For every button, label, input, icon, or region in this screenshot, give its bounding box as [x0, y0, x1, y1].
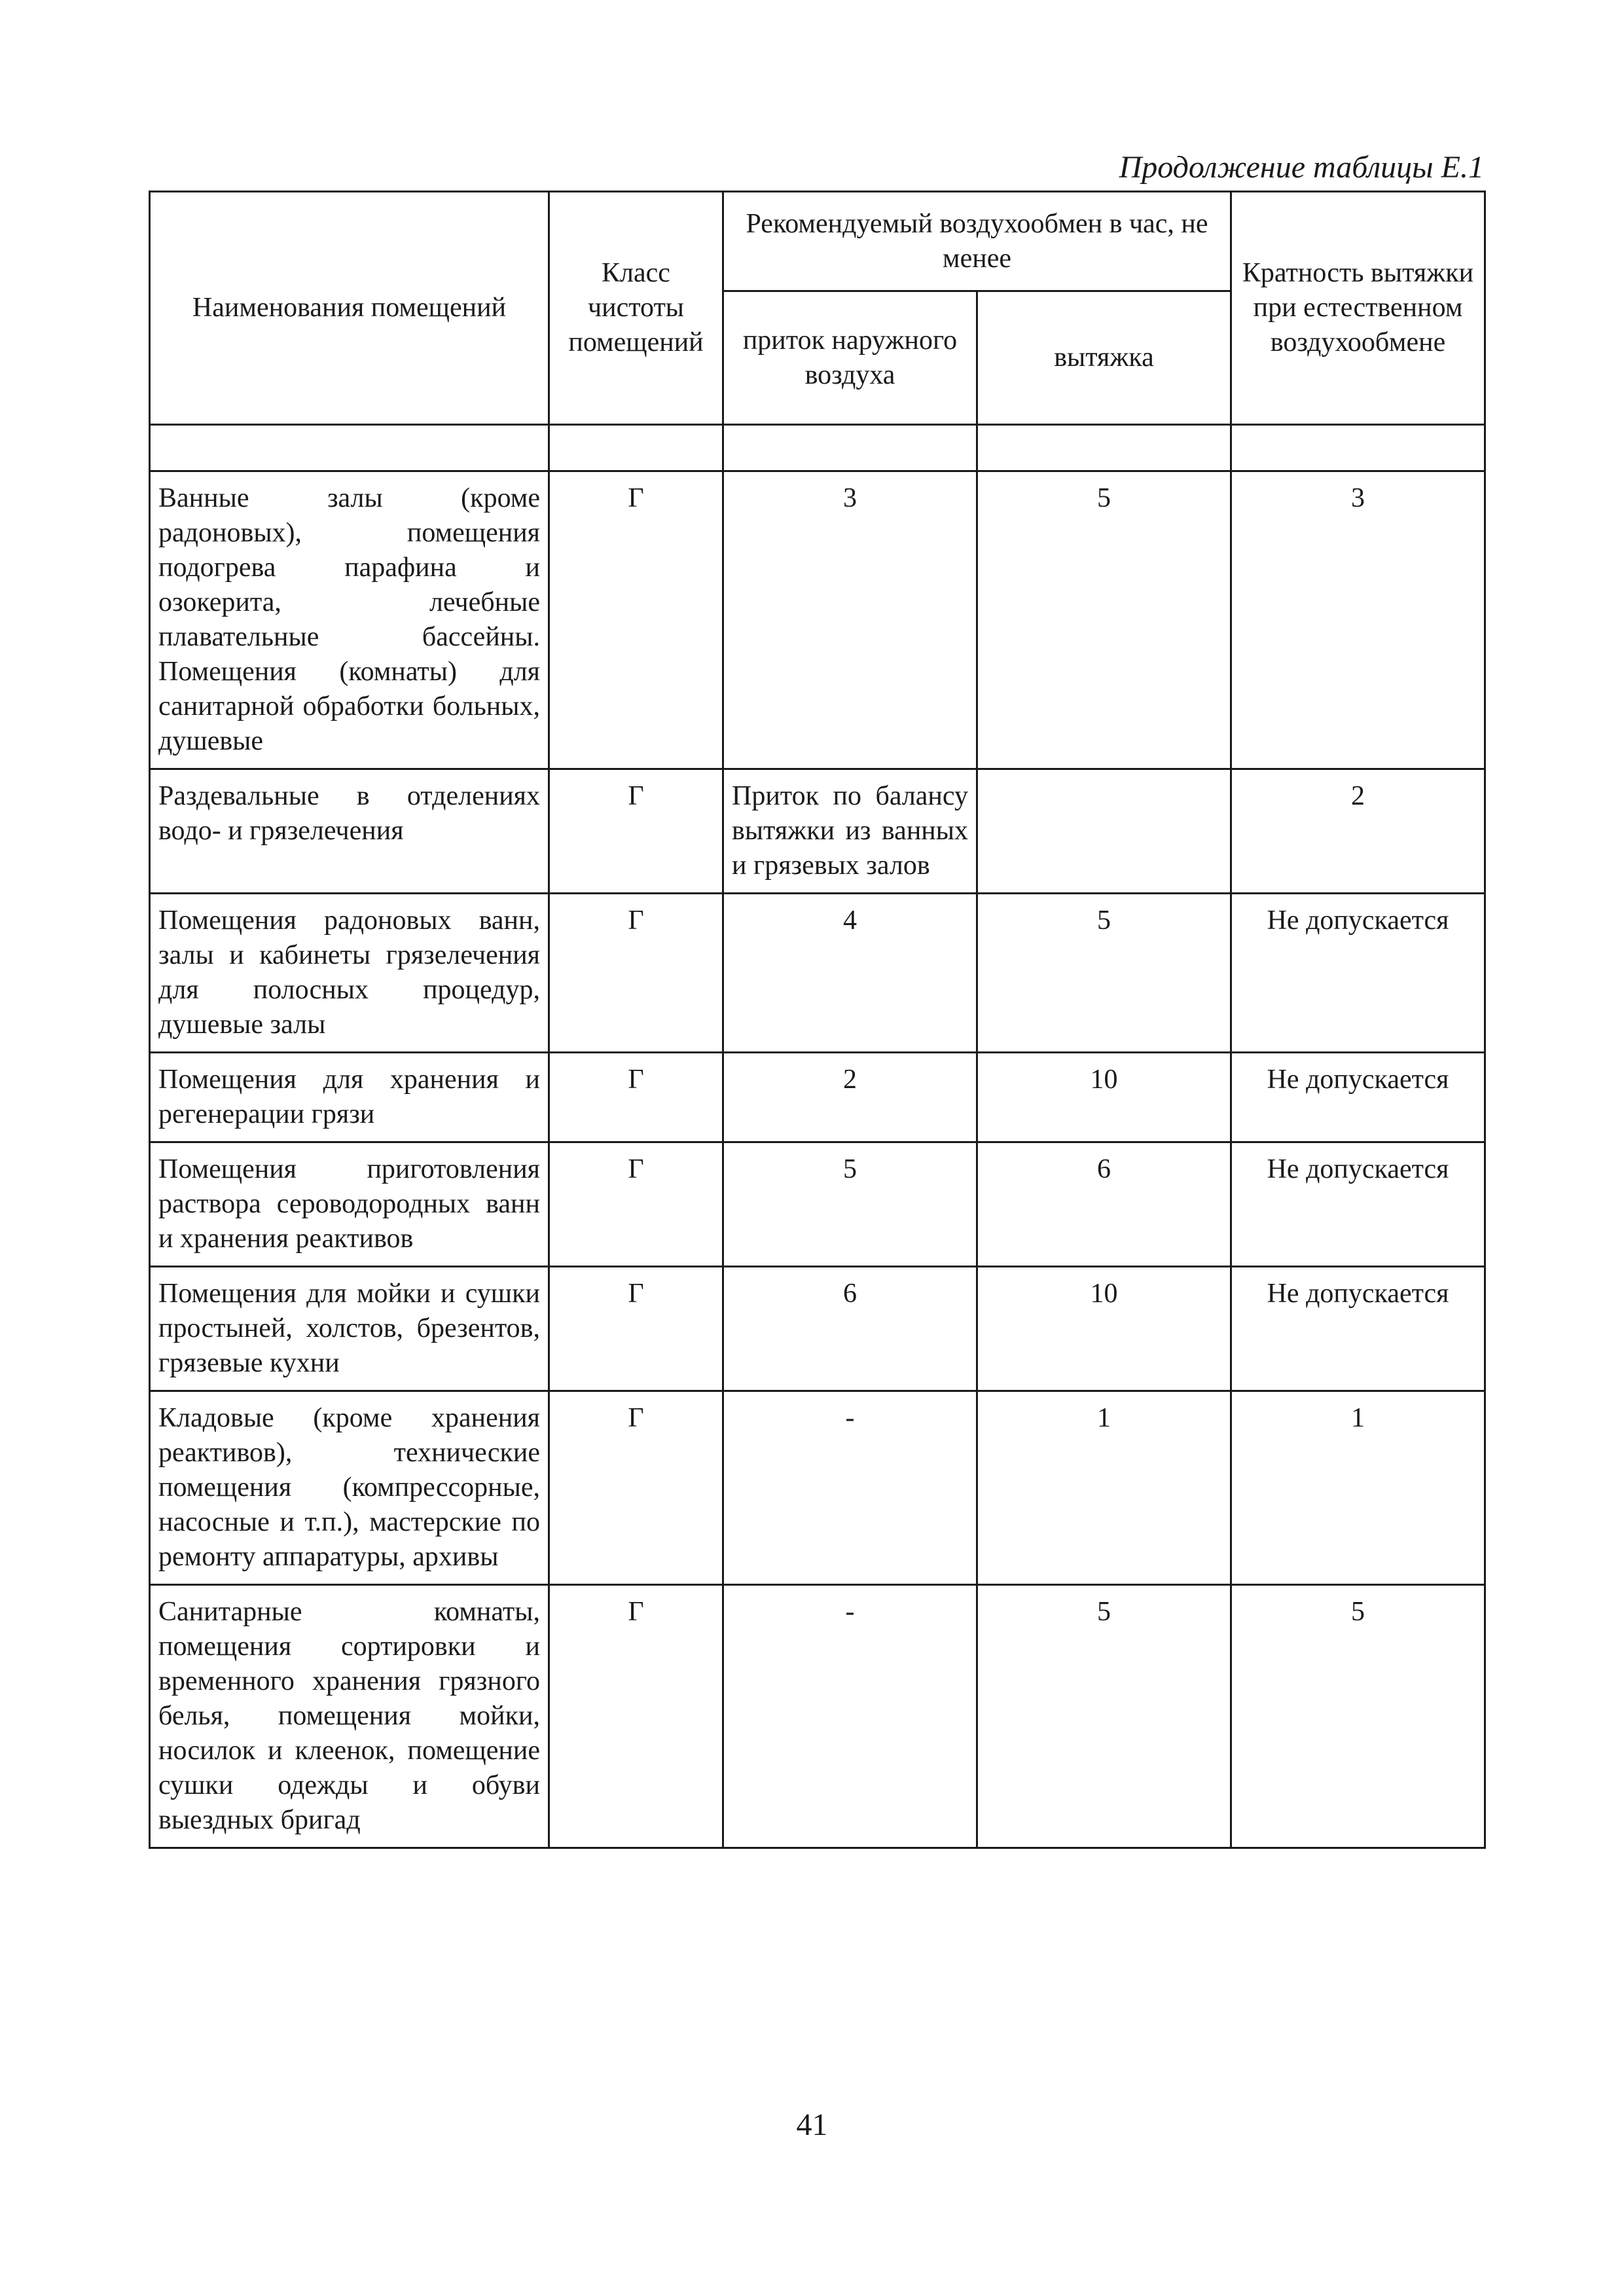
natural-exhaust-value: Не допускается [1231, 1267, 1485, 1391]
table-caption: Продолжение таблицы Е.1 [1119, 150, 1484, 185]
header-room-name: Наименования помещений [150, 192, 549, 425]
room-name: Кладовые (кроме хранения реактивов), технические помещения (компрессорные, насосные и т.п.), мастерские по ремонту аппаратуры, архивы [150, 1391, 549, 1585]
room-name: Помещения радоновых ванн, залы и кабинеты грязелечения для полосных процедур, душевые залы [150, 894, 549, 1053]
exhaust-value: 5 [977, 894, 1231, 1053]
table-row [150, 1142, 1485, 1267]
natural-exhaust-value: 3 [1231, 471, 1485, 769]
cleanliness-class: Г [549, 894, 723, 1053]
header-cleanliness-class: Класс чистоты помещений [549, 192, 723, 425]
header-spacer-row [150, 425, 1485, 471]
cleanliness-class: Г [549, 471, 723, 769]
exhaust-value [977, 769, 1231, 894]
table-row [150, 894, 1485, 1053]
supply-value: 6 [723, 1267, 977, 1391]
exhaust-value: 1 [977, 1391, 1231, 1585]
table-row [150, 1585, 1485, 1848]
header-exhaust: вытяжка [977, 291, 1231, 425]
exhaust-value: 5 [977, 1585, 1231, 1848]
supply-value: - [723, 1391, 977, 1585]
supply-value: - [723, 1585, 977, 1848]
room-name: Помещения приготовления раствора сероводородных ванн и хранения реактивов [150, 1142, 549, 1267]
header-air-exchange: Рекомендуемый воздухообмен в час, не менее [723, 192, 1231, 291]
room-name: Санитарные комнаты, помещения сортировки и временного хранения грязного белья, помещения мойки, носилок и клеенок, помещение сушки одежды и обуви выездных бригад [150, 1585, 549, 1848]
exhaust-value: 10 [977, 1267, 1231, 1391]
natural-exhaust-value: 1 [1231, 1391, 1485, 1585]
table-row [150, 769, 1485, 894]
room-name: Помещения для хранения и регенерации грязи [150, 1053, 549, 1142]
header-natural-exhaust: Кратность вытяжки при естественном воздухообмене [1231, 192, 1485, 425]
table-row [150, 1053, 1485, 1142]
natural-exhaust-value: 2 [1231, 769, 1485, 894]
supply-value: 5 [723, 1142, 977, 1267]
natural-exhaust-value: 5 [1231, 1585, 1485, 1848]
cleanliness-class: Г [549, 1391, 723, 1585]
supply-value: 3 [723, 471, 977, 769]
natural-exhaust-value: Не допускается [1231, 1142, 1485, 1267]
header-supply: приток наружного воздуха [723, 291, 977, 425]
room-name: Помещения для мойки и сушки простыней, холстов, брезентов, грязевые кухни [150, 1267, 549, 1391]
table-row [150, 1391, 1485, 1585]
cleanliness-class: Г [549, 1053, 723, 1142]
natural-exhaust-value: Не допускается [1231, 894, 1485, 1053]
cleanliness-class: Г [549, 1585, 723, 1848]
cleanliness-class: Г [549, 1142, 723, 1267]
exhaust-value: 10 [977, 1053, 1231, 1142]
table-row [150, 471, 1485, 769]
room-name: Раздевальные в отделениях водо- и грязелечения [150, 769, 549, 894]
ventilation-table [149, 191, 1486, 1849]
cleanliness-class: Г [549, 769, 723, 894]
room-name: Ванные залы (кроме радоновых), помещения подогрева парафина и озокерита, лечебные плавательные бассейны. Помещения (комнаты) для санитарной обработки больных, душевые [150, 471, 549, 769]
natural-exhaust-value: Не допускается [1231, 1053, 1485, 1142]
cleanliness-class: Г [549, 1267, 723, 1391]
supply-value: Приток по балансу вытяжки из ванных и грязевых залов [723, 769, 977, 894]
exhaust-value: 5 [977, 471, 1231, 769]
exhaust-value: 6 [977, 1142, 1231, 1267]
page-number: 41 [796, 2107, 828, 2142]
supply-value: 2 [723, 1053, 977, 1142]
table-row [150, 1267, 1485, 1391]
supply-value: 4 [723, 894, 977, 1053]
